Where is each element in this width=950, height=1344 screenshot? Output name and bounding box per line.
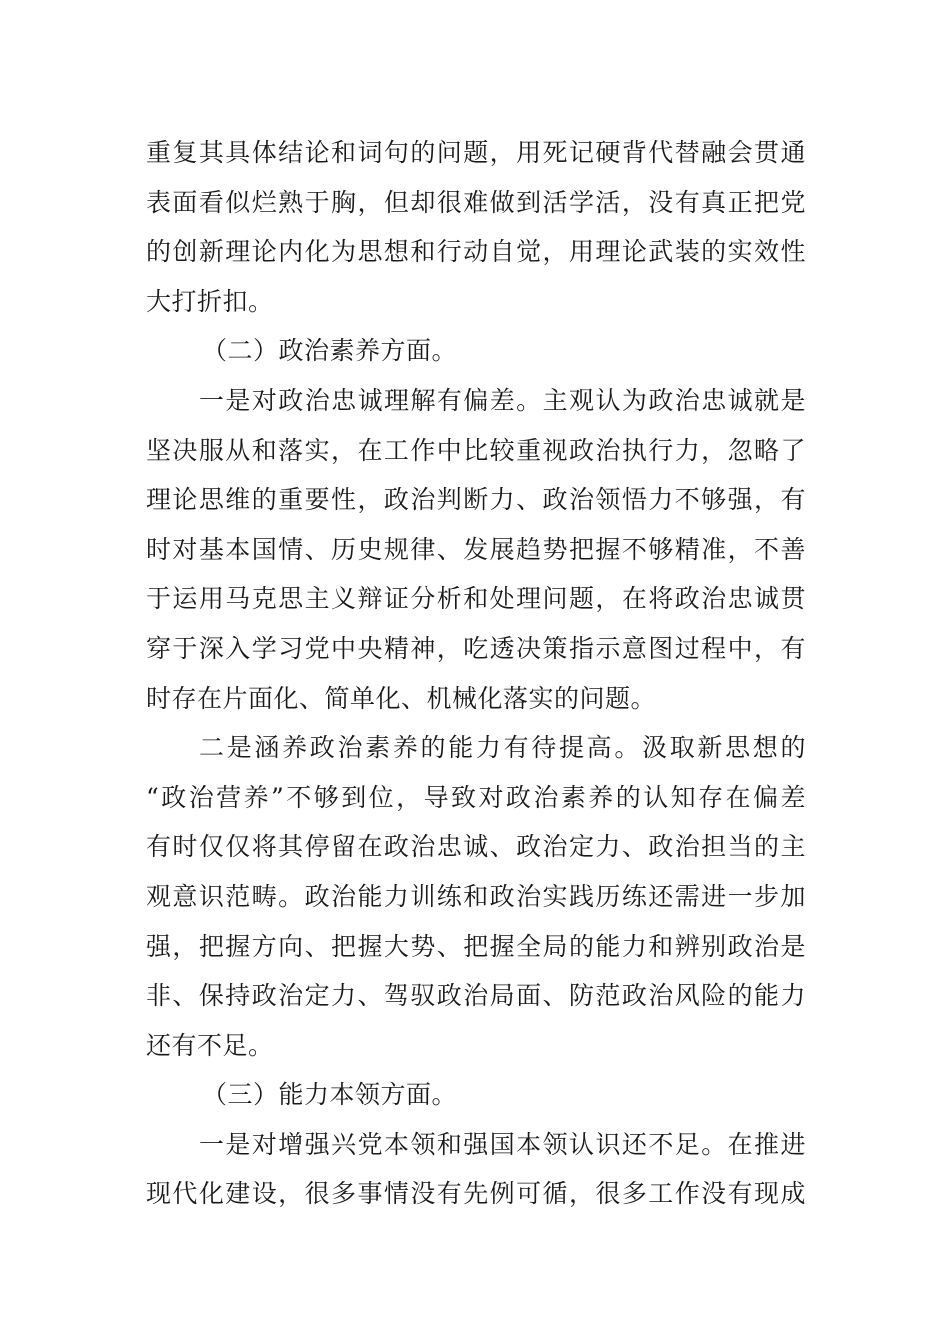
paragraph-line: 表面看似烂熟于胸，但却很难做到活学活，没有真正把党: [146, 187, 806, 217]
section-heading: （二）政治素养方面。: [202, 336, 458, 366]
paragraph-line: 还有不足。: [146, 1030, 274, 1060]
document-body: [146, 128, 806, 1219]
paragraph-line: 大打折扣。: [146, 286, 274, 316]
paragraph-line: 重复其具体结论和词句的问题，用死记硬背代替融会贯通: [146, 138, 806, 167]
paragraph-line: 一是对增强兴党本领和强国本领认识还不足。在推进: [199, 1129, 806, 1159]
paragraph-line: 强，把握方向、把握大势、把握全局的能力和辨别政治是: [146, 931, 806, 961]
paragraph-line: 的创新理论内化为思想和行动自觉，用理论武装的实效性: [146, 237, 806, 267]
paragraph-line: 时存在片面化、简单化、机械化落实的问题。: [146, 683, 657, 713]
paragraph-line: 理论思维的重要性，政治判断力、政治领悟力不够强，有: [146, 485, 806, 515]
paragraph-line: 于运用马克思主义辩证分析和处理问题，在将政治忠诚贯: [146, 584, 806, 614]
paragraph-line: 现代化建设，很多事情没有先例可循，很多工作没有现成: [146, 1179, 806, 1209]
paragraph-line: 一是对政治忠诚理解有偏差。主观认为政治忠诚就是: [199, 385, 806, 415]
paragraph-line: 有时仅仅将其停留在政治忠诚、政治定力、政治担当的主: [146, 832, 806, 862]
paragraph-line: 穿于深入学习党中央精神，吃透决策指示意图过程中，有: [146, 633, 806, 663]
paragraph-line: 非、保持政治定力、驾驭政治局面、防范政治风险的能力: [146, 981, 806, 1011]
section-heading: （三）能力本领方面。: [202, 1080, 458, 1110]
paragraph-line: “政治营养”不够到位，导致对政治素养的认知存在偏差: [146, 782, 806, 812]
paragraph-line: 观意识范畴。政治能力训练和政治实践历练还需进一步加: [146, 881, 806, 911]
paragraph-line: 坚决服从和落实，在工作中比较重视政治执行力，忽略了: [146, 435, 806, 465]
paragraph-line: 二是涵养政治素养的能力有待提高。汲取新思想的: [199, 733, 806, 763]
paragraph-line: 时对基本国情、历史规律、发展趋势把握不够精准，不善: [146, 534, 806, 564]
